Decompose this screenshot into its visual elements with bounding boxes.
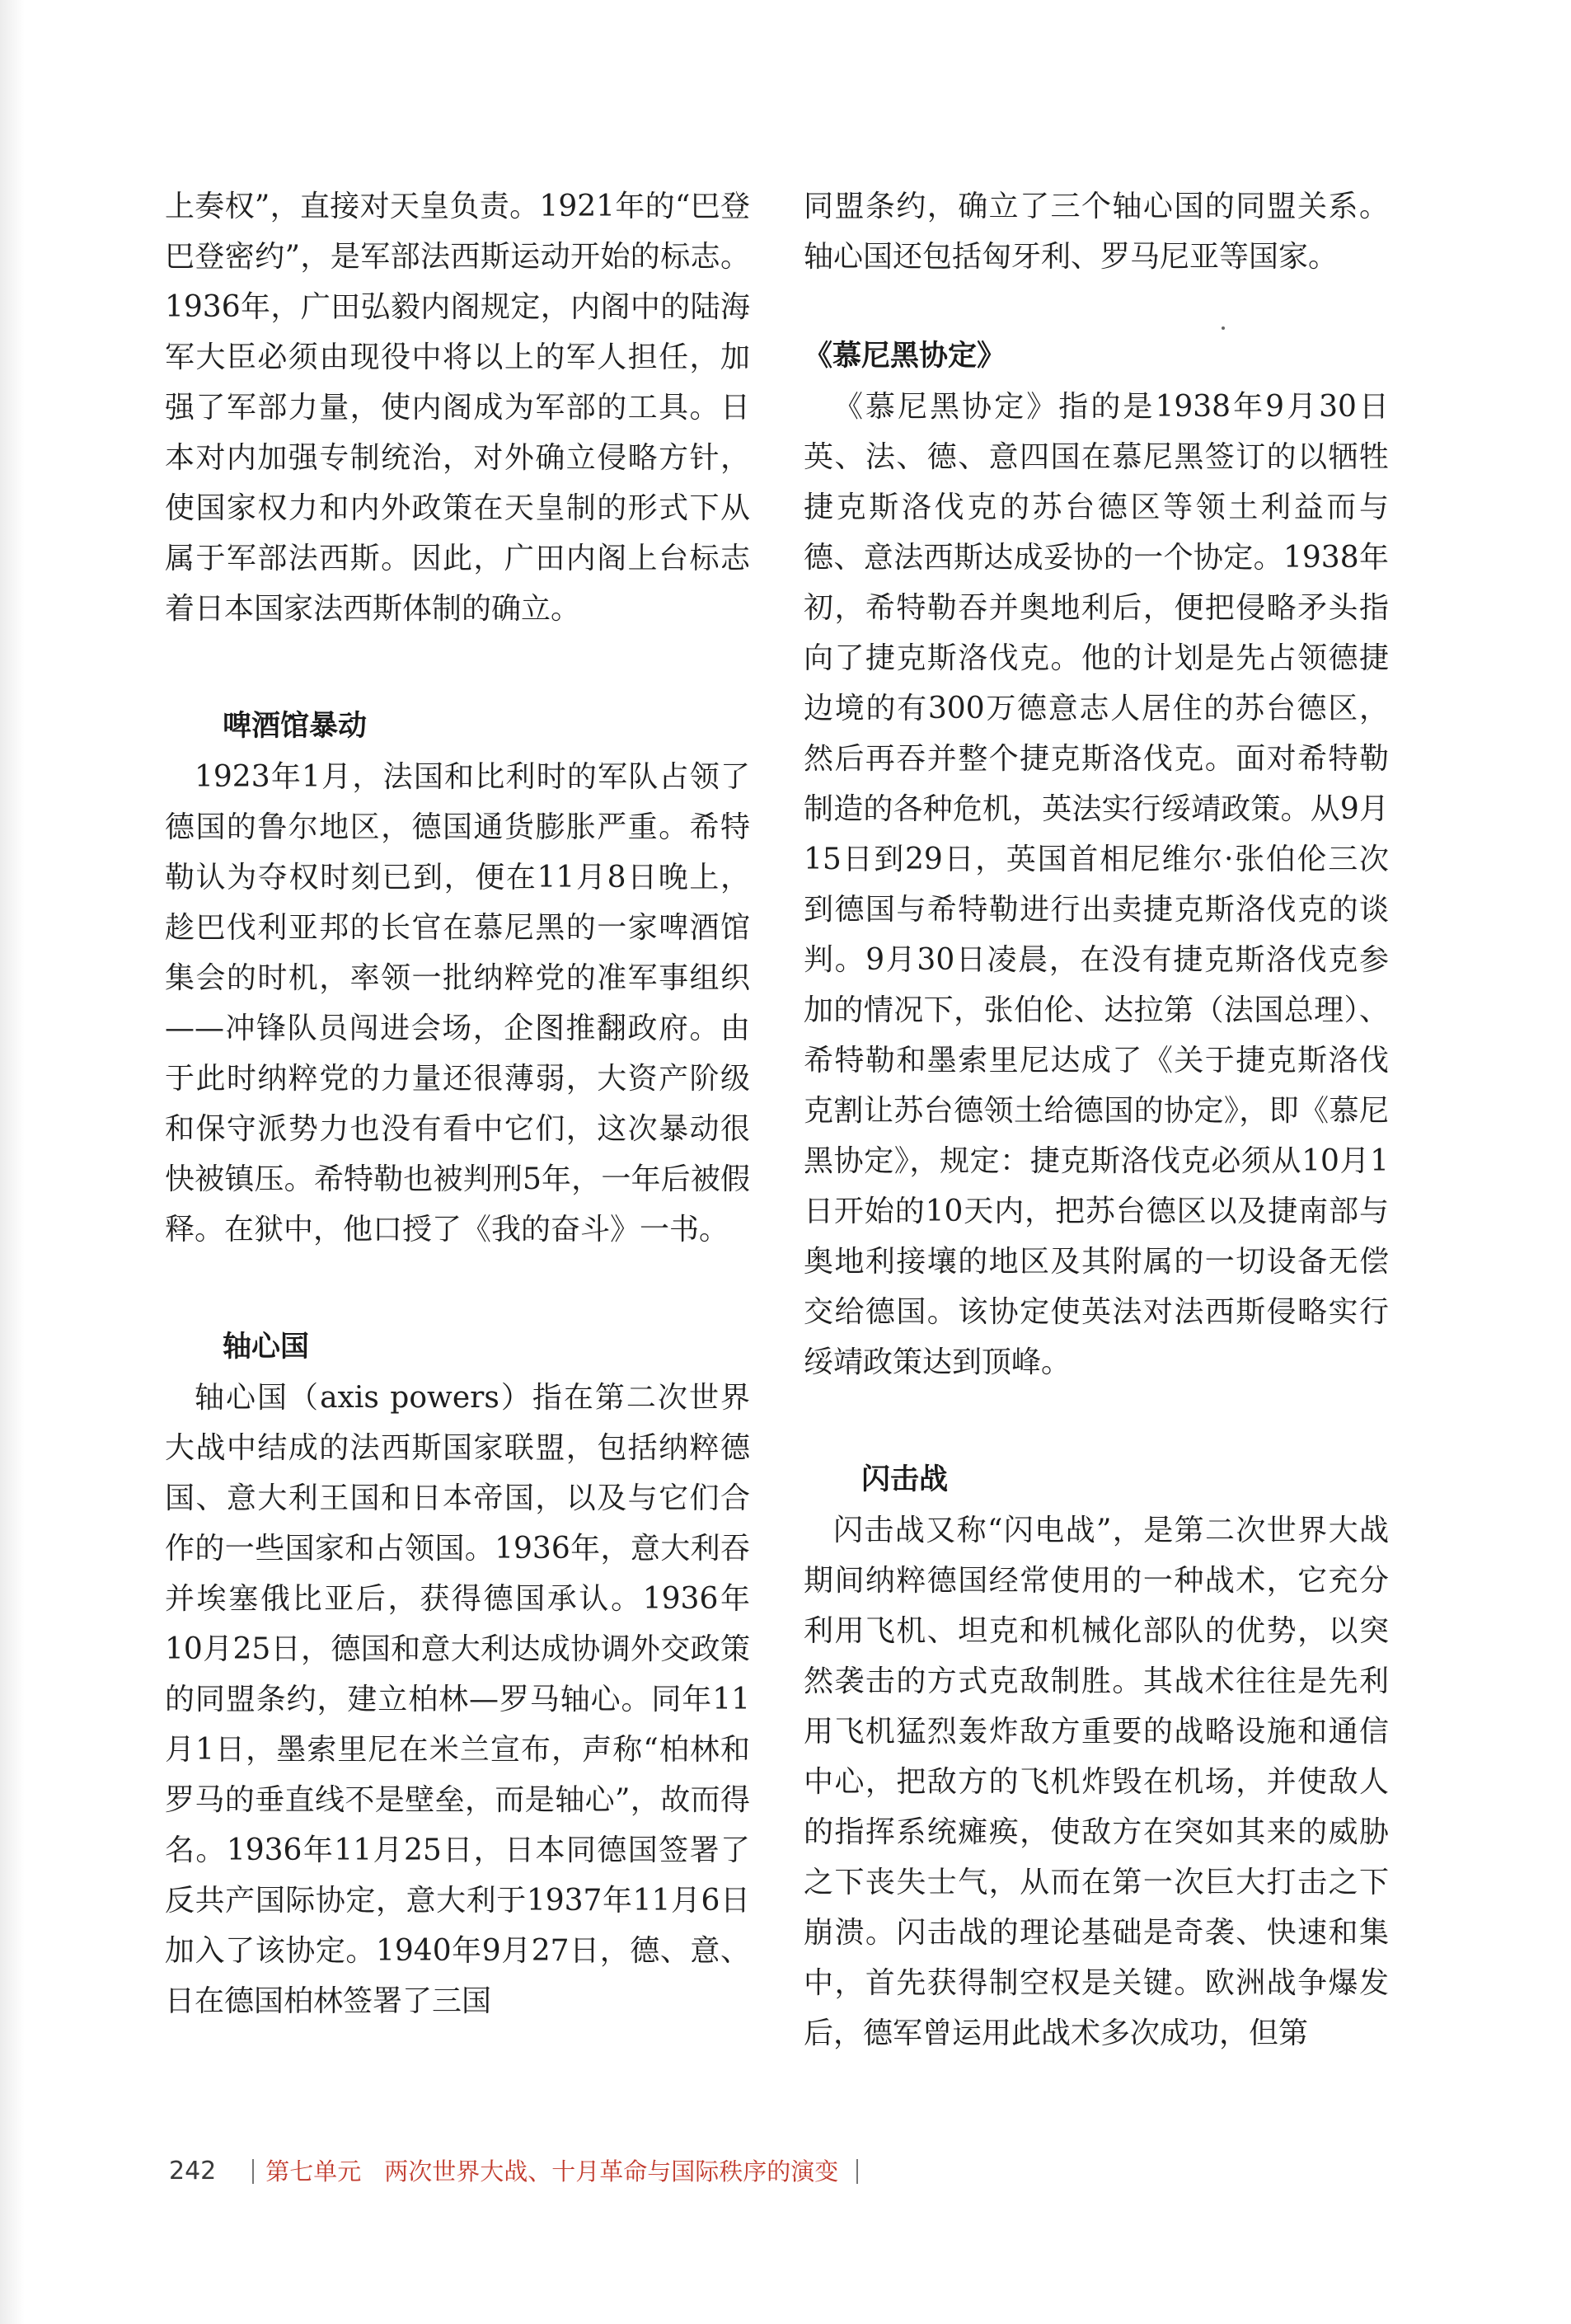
left-column <box>165 181 750 2026</box>
axis-continued-paragraph: 同盟条约，确立了三个轴心国的同盟关系。轴心国还包括匈牙利、罗马尼亚等国家。 <box>804 190 1389 274</box>
unit-title: 两次世界大战、十月革命与国际秩序的演变 <box>384 2157 839 2185</box>
page-number: 242 <box>169 2157 217 2185</box>
beer-hall-putsch-heading: 啤酒馆暴动 <box>223 710 368 743</box>
right-column <box>804 181 1389 2059</box>
munich-agreement-heading: 《慕尼黑协定》 <box>804 340 1006 373</box>
axis-powers-heading: 轴心国 <box>223 1331 310 1364</box>
blitzkrieg-paragraph: 闪击战又称“闪电战”，是第二次世界大战期间纳粹德国经常使用的一种战术，它充分利用飞机、坦克和机械化部队的优势，以突然袭击的方式克敌制胜。其战术往往是先利用飞机猛烈轰炸敌方重要的战略设施和通信中心，把敌方的飞机炸毁在机场，并使敌人的指挥系统瘫痪，使敌方在突如其来的威胁之下丧失士气，从而在第一次巨大打击之下崩溃。闪击战的理论基础是奇袭、快速和集中，首先获得制空权是关键。欧洲战争爆发后，德军曾运用此战术多次成功，但第 <box>804 1514 1389 2050</box>
beer-hall-putsch-paragraph: 1923年1月，法国和比利时的军队占领了德国的鲁尔地区，德国通货膨胀严重。希特勒认为夺权时刻已到，便在11月8日晚上，趁巴伐利亚邦的长官在慕尼黑的一家啤酒馆集会的时机，率领一批纳粹党的准军事组织——冲锋队员闯进会场，企图推翻政府。由于此时纳粹党的力量还很薄弱，大资产阶级和保守派势力也没有看中它们，这次暴动很快被镇压。希特勒也被判刑5年，一年后被假释。在狱中，他口授了《我的奋斗》一书。 <box>165 760 750 1247</box>
print-speck <box>1222 326 1225 330</box>
axis-powers-paragraph: 轴心国（axis powers）指在第二次世界大战中结成的法西斯国家联盟，包括纳粹德国、意大利王国和日本帝国，以及与它们合作的一些国家和占领国。1936年，意大利吞并埃塞俄比亚后，获得德国承认。1936年10月25日，德国和意大利达成协调外交政策的同盟条约，建立柏林—罗马轴心。同年11月1日，墨索里尼在米兰宣布，声称“柏林和罗马的垂直线不是壁垒，而是轴心”，故而得名。1936年11月25日，日本同德国签署了反共产国际协定，意大利于1937年11月6日加入了该协定。1940年9月27日，德、意、日在德国柏林签署了三国 <box>165 1381 750 2018</box>
unit-label: 第七单元 <box>265 2157 362 2185</box>
blitzkrieg-heading: 闪击战 <box>861 1463 949 1496</box>
page-footer <box>169 2155 858 2188</box>
munich-agreement-paragraph: 《慕尼黑协定》指的是1938年9月30日英、法、德、意四国在慕尼黑签订的以牺牲捷克斯洛伐克的苏台德区等领土利益而与德、意法西斯达成妥协的一个协定。1938年初，希特勒吞并奥地利后，便把侵略矛头指向了捷克斯洛伐克。他的计划是先占领德捷边境的有300万德意志人居住的苏台德区，然后再吞并整个捷克斯洛伐克。面对希特勒制造的各种危机，英法实行绥靖政策。从9月15日到29日，英国首相尼维尔·张伯伦三次到德国与希特勒进行出卖捷克斯洛伐克的谈判。9月30日凌晨，在没有捷克斯洛伐克参加的情况下，张伯伦、达拉第（法国总理）、希特勒和墨索里尼达成了《关于捷克斯洛伐克割让苏台德领土给德国的协定》，即《慕尼黑协定》，规定：捷克斯洛伐克必须从10月1日开始的10天内，把苏台德区以及捷南部与奥地利接壤的地区及其附属的一切设备无偿交给德国。该协定使英法对法西斯侵略实行绥靖政策达到顶峰。 <box>804 390 1389 1379</box>
intro-continued-paragraph: 上奏权”，直接对天皇负责。1921年的“巴登巴登密约”，是军部法西斯运动开始的标志。1936年，广田弘毅内阁规定，内阁中的陆海军大臣必须由现役中将以上的军人担任，加强了军部力量，使内阁成为军部的工具。日本对内加强专制统治，对外确立侵略方针，使国家权力和内外政策在天皇制的形式下从属于军部法西斯。因此，广田内阁上台标志着日本国家法西斯体制的确立。 <box>165 190 750 626</box>
footer-divider-end <box>856 2159 858 2184</box>
footer-divider <box>252 2159 254 2184</box>
